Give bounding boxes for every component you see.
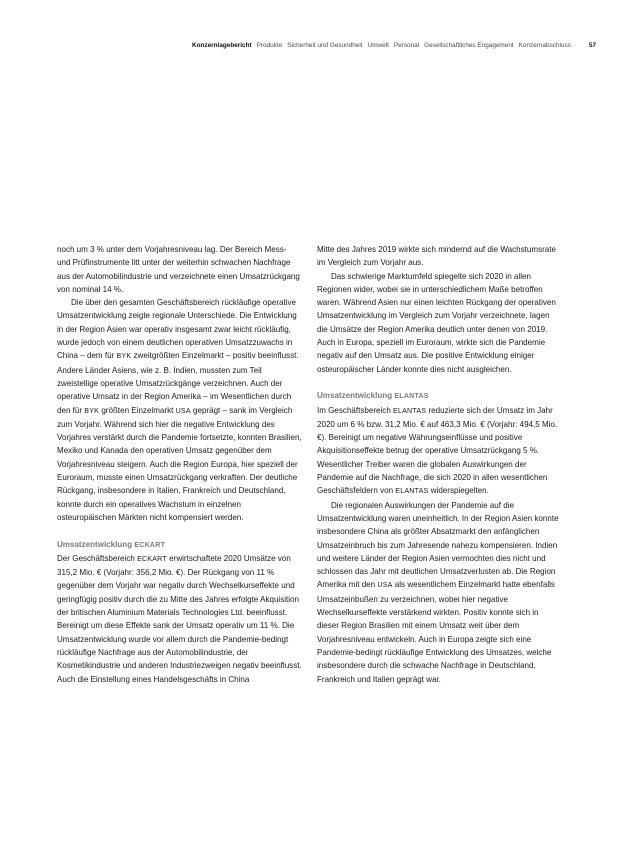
nav-konzernabschluss[interactable]: Konzernabschluss <box>518 41 571 49</box>
nav-gesellschaftliches-engagement[interactable]: Gesellschaftliches Engagement <box>424 41 514 49</box>
section-heading-elantas: Umsatzentwicklung ELANTAS <box>317 391 429 401</box>
paragraph: Die regionalen Auswirkungen der Pandemie auf die Umsatzentwicklung waren uneinheitlich. In der Region Asien konnte insbesondere China als größter Absatzmarkt den anfänglichen Umsatzeinbruch bis zum Jahresende nahezu kompensieren. Indien und weitere Länder der Region Asien vermochten dies nicht und schlossen das Jahr mit deutlichen Umsatzverlusten ab. Die Region Amerika mit den USA als wesentlichem Einzelmarkt hatte ebenfalls Umsatzeinbußen zu verzeichnen, wobei hier negative Wechselkurseffekte verstärkend wirkten. Positiv konnte sich in dieser Region Brasilien mit einem Umsatz weit über dem Vorjahresniveau entwickeln. Auch in Europa zeigte sich eine Pandemie-bedingt rückläufige Entwicklung des Umsatzes, welche insbesondere durch die schwache Nachfrage in Deutschland, Frankreich und Italien geprägt war. <box>317 500 559 684</box>
nav-konzernlagebericht[interactable]: Konzernlagebericht <box>191 41 252 49</box>
nav-sicherheit-gesundheit[interactable]: Sicherheit und Gesundheit <box>287 41 363 49</box>
paragraph: Mitte des Jahres 2019 wirkte sich mindernd auf die Wachstumsrate im Vergleich zum Vorjahr aus. <box>317 245 556 268</box>
paragraph: Das schwierige Marktumfeld spiegelte sich 2020 in allen Regionen wider, wobei sie in unterschiedlichem Maße betroffen waren. Während Asien nur einen leichten Rückgang der operativen Umsatzentwicklung im Vergleich zum Vorjahr verzeichnete, lagen die Umsätze der Region Amerika deutlich unter denen von 2019. Auch in Europa, speziell im Euroraum, wirkte sich die Pandemie negativ auf den Umsatz aus. Die positive Entwicklung einiger osteuropäischer Länder konnte dies nicht ausgleichen. <box>317 271 556 374</box>
paragraph: Die über den gesamten Geschäftsbereich rückläufige operative Umsatzentwicklung zeigte regionale Unterschiede. Die Entwicklung in der Region Asien war operativ insgesamt zwar leicht rückläufig, wurde jedoch von einem deutlichen operativen Umsatzzuwachs in China – dem für BYK zweitgrößten Einzelmarkt – positiv beeinflusst. Andere Länder Asiens, wie z. B. Indien, mussten zum Teil zweistellige operative Umsatzrückgänge verzeichnen. Auch der operative Umsatz in der Region Amerika – im Wesentlichen durch den für BYK größten Einzelmarkt USA geprägt – sank im Vergleich zum Vorjahr. Während sich hier die negative Entwicklung des Vorjahres verstärkt durch die Pandemie fortsetzte, konnten Brasilien, Mexiko und Kanada den operativen Umsatz gegenüber dem Vorjahresniveau steigern. Auch die Region Europa, hier speziell der Euroraum, musste einen Umsatzrückgang verkraften. Der deutliche Rückgang, insbesondere in Italien, Frankreich und Deutschland, konnte durch ein operatives Wachstum in einzelnen osteuropäischen Märkten nicht kompensiert werden. <box>57 298 302 522</box>
paragraph: Der Geschäftsbereich ECKART erwirtschaftete 2020 Umsätze von 315,2 Mio. € (Vorjahr: 356,2 Mio. €). Der Rückgang von 11 % gegenüber dem Vorjahr war negativ durch Wechselkurseffekte und geringfügig positiv durch die zu Mitte des Jahres erfolgte Akquisition der britischen Aluminium Materials Technologies Ltd. beeinflusst. Bereinigt um diese Effekte sank der Umsatz operativ um 11 %. Die Umsatzentwicklung wurde vor allem durch die Pandemie-bedingt rückläufige Nachfrage aus der Automobilindustrie, der Kosmetikindustrie und anderen Industriezweigen negativ beeinflusst. Auch die Einstellung eines Handelsgeschäfts in China <box>57 553 302 684</box>
page-number: 57 <box>588 41 596 49</box>
paragraph: noch um 3 % unter dem Vorjahresniveau lag. Der Bereich Mess- und Prüfinstrumente litt unter der weiterhin schwachen Nachfrage aus der Automobilindustrie und verzeichnete einen Umsatzrückgang von nominal 14 %. <box>57 245 300 294</box>
section-heading-eckart: Umsatzentwicklung ECKART <box>57 539 166 549</box>
nav-umwelt[interactable]: Umwelt <box>367 41 389 49</box>
paragraph: Im Geschäftsbereich ELANTAS reduzierte sich der Umsatz im Jahr 2020 um 6 % bzw. 31,2 Mio. € auf 463,3 Mio. € (Vorjahr: 494,5 Mio. €). Bereinigt um negative Währungseinflüsse und positive Akquisitionseffekte betrug der operative Umsatzrückgang 5 %. Wesentlicher Treiber waren die globalen Auswirkungen der Pandemie auf die Nachfrage, die sich 2020 in allen wesentlichen Geschäftsfeldern von ELANTAS widerspiegelten. <box>317 405 558 496</box>
nav-produkte[interactable]: Produkte <box>256 41 283 49</box>
nav-personal[interactable]: Personal <box>393 41 420 49</box>
page-header <box>150 39 596 51</box>
left-column <box>57 243 302 686</box>
right-column <box>317 243 562 686</box>
